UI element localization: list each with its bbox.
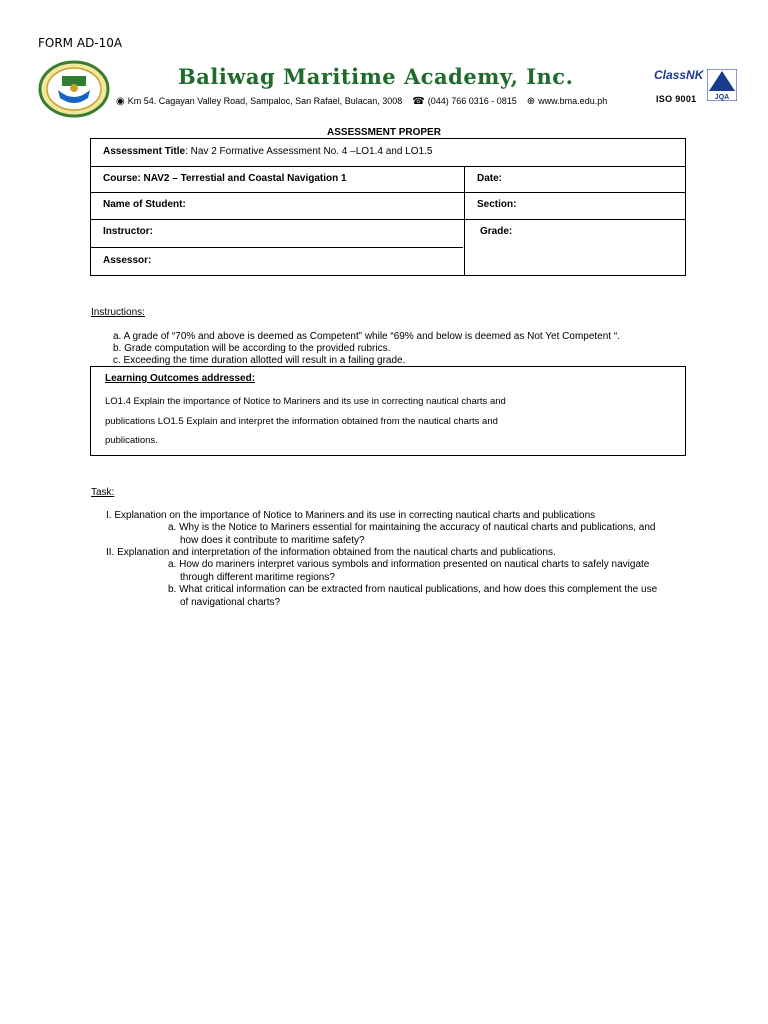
learning-outcomes-text <box>105 392 575 451</box>
academy-name: Baliwag Maritime Academy, Inc. <box>178 64 574 89</box>
lo-line: publications. <box>105 435 158 446</box>
instructions-heading: Instructions: <box>91 307 145 318</box>
assessment-title-label: Assessment Title <box>103 146 186 157</box>
phone: (044) 766 0316 - 0815 <box>427 96 517 106</box>
assessment-title <box>103 146 432 157</box>
row-course <box>91 166 685 193</box>
location-pin-icon: ◉ <box>116 96 125 107</box>
instruction-item: b. Grade computation will be according to the provided rubrics. <box>113 343 391 354</box>
jqa-text: JQA <box>714 94 730 101</box>
lo-line: publications LO1.5 Explain and interpret the information obtained from the nautical charts and <box>105 415 498 427</box>
assessment-title-value: : Nav 2 Formative Assessment No. 4 –LO1.4 and LO1.5 <box>185 146 433 157</box>
jqa-logo <box>707 69 737 101</box>
classnk-logo: ClassNK <box>654 68 704 82</box>
task-question-1a: a. Why is the Notice to Mariners essential for maintaining the accuracy of nautical charts and publications, and <box>168 522 656 533</box>
task-question-2a-cont: through different maritime regions? <box>180 572 335 583</box>
task-question-1a-cont: how does it contribute to maritime safety? <box>180 535 365 546</box>
table-divider <box>464 166 465 275</box>
student-name-label: Name of Student: <box>103 199 186 210</box>
form-code: FORM AD-10A <box>38 36 123 50</box>
row-instructor <box>91 219 463 248</box>
course-label: Course: NAV2 – Terrestial and Coastal Navigation 1 <box>103 173 347 184</box>
task-section-1: I. Explanation on the importance of Notice to Mariners and its use in correcting nautical charts and publications <box>106 510 596 521</box>
row-student <box>91 192 685 220</box>
task-heading: Task: <box>91 487 115 498</box>
assessment-info-table <box>90 138 686 276</box>
document-title: ASSESSMENT PROPER <box>327 127 441 138</box>
date-label: Date: <box>477 173 503 184</box>
academy-seal-logo <box>38 60 110 118</box>
contact-line <box>116 96 607 107</box>
task-question-2b: b. What critical information can be extracted from nautical publications, and how does this complement the use <box>168 584 658 595</box>
phone-icon: ☎ <box>412 96 425 107</box>
section-label: Section: <box>477 199 517 210</box>
globe-icon: ⊕ <box>526 96 536 107</box>
address: Km 54. Cagayan Valley Road, Sampaloc, San Rafael, Bulacan, 3008 <box>127 96 403 106</box>
lo-line: LO1.4 Explain the importance of Notice to Mariners and its use in correcting nautical charts and <box>105 396 506 407</box>
task-question-2a: a. How do mariners interpret various symbols and information presented on nautical charts to safely navigate <box>168 559 650 570</box>
instructions-list <box>113 331 620 367</box>
grade-label: Grade: <box>480 226 513 237</box>
task-section-2: II. Explanation and interpretation of the information obtained from the nautical charts and publications. <box>106 547 556 558</box>
learning-outcomes-heading: Learning Outcomes addressed: <box>105 373 256 384</box>
task-question-2b-cont: of navigational charts? <box>180 597 281 608</box>
website: www.bma.edu.ph <box>538 96 608 106</box>
instruction-item: a. A grade of “70% and above is deemed as Competent” while “69% and below is deemed as Not Yet Competent “. <box>113 331 620 342</box>
iso-label: ISO 9001 <box>656 94 697 104</box>
assessor-label: Assessor: <box>103 255 152 266</box>
instructor-label: Instructor: <box>103 226 153 237</box>
row-assessment-title <box>91 139 685 167</box>
learning-outcomes-box <box>90 366 686 456</box>
instruction-item: c. Exceeding the time duration allotted will result in a failing grade. <box>113 355 406 366</box>
